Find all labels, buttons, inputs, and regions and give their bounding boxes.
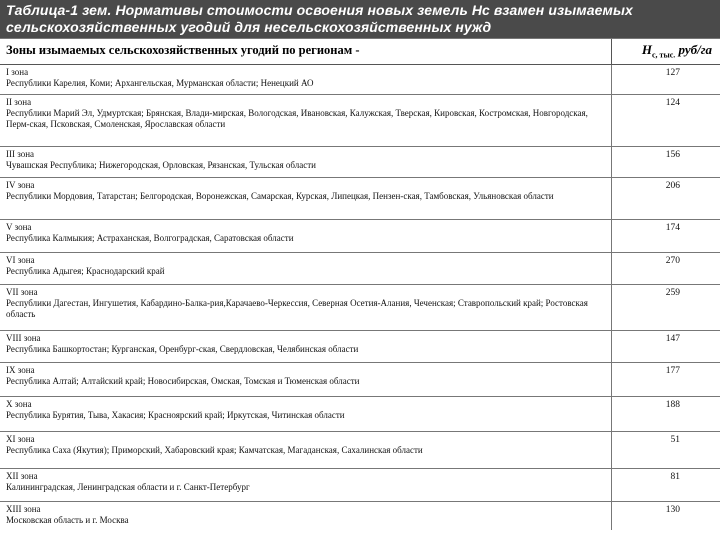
table-row [0,147,720,178]
zone-name: IV зона [6,180,35,190]
value-cell: 156 [665,150,680,160]
value-cell: 130 [665,505,680,515]
zone-regions: Республики Дагестан, Ингушетия, Кабардино-Балка-рия,Карачаево-Черкессия, Северная Осетия-Алания, Чеченская; Ставропольский край; Ростовская область [6,298,588,319]
zone-cell [0,397,612,431]
value-cell: 51 [670,435,680,445]
zone-regions: Чувашская Республика; Нижегородская, Орловская, Рязанская, Тульская области [6,160,316,170]
table-row [0,469,720,502]
value-cell: 270 [665,256,680,266]
zone-cell [0,178,612,219]
zone-regions: Калининградская, Ленинградская области и г. Санкт-Петербург [6,482,250,492]
page-title: Таблица-1 зем. Нормативы стоимости освоения новых земель Нс взамен изымаемых сельскохозяйственных угодий для несельскохозяйственных нужд [0,0,720,38]
zone-name: XII зона [6,471,38,481]
zone-cell [0,331,612,362]
value-cell: 177 [665,366,680,376]
table-row [0,502,720,530]
zone-name: I зона [6,67,29,77]
zone-regions: Республика Калмыкия; Астраханская, Волгоградская, Саратовская области [6,233,294,243]
table-row [0,253,720,285]
table-row [0,432,720,469]
header-value [612,39,720,64]
header-value-subscript: с, тыс. [651,50,676,60]
zone-cell [0,65,612,94]
zone-regions: Республика Бурятия, Тыва, Хакасия; Красноярский край; Иркутская, Читинская области [6,410,345,420]
table-row [0,95,720,147]
zone-regions: Республики Мордовия, Татарстан; Белгородская, Воронежская, Самарская, Курская, Липецкая, Пензен-ская, Тамбовская, Ульяновская области [6,191,554,201]
zone-name: V зона [6,222,32,232]
table-row [0,178,720,220]
table-row [0,285,720,331]
header-value-symbol: Н [641,42,652,57]
zone-cell [0,220,612,252]
zone-regions: Республика Алтай; Алтайский край; Новосибирская, Омская, Томская и Тюменская области [6,376,360,386]
value-cell: 147 [665,334,680,344]
zone-name: VII зона [6,287,38,297]
zone-cell [0,95,612,146]
table-header [0,39,720,65]
table-row [0,363,720,397]
zone-cell [0,253,612,284]
zone-cell [0,469,612,501]
standards-table [0,38,720,530]
header-value-unit: руб/га [675,42,712,57]
zone-name: VIII зона [6,333,41,343]
zone-name: VI зона [6,255,35,265]
zone-name: III зона [6,149,35,159]
zone-regions: Республика Башкортостан; Курганская, Оренбург-ская, Свердловская, Челябинская области [6,344,359,354]
table-row [0,397,720,432]
zone-cell [0,502,612,530]
zone-regions: Республика Адыгея; Краснодарский край [6,266,165,276]
table-row [0,331,720,363]
zone-regions: Республики Марий Эл, Удмуртская; Брянская, Влади-мирская, Вологодская, Ивановская, Калужская, Тверская, Кировская, Костромская, Новгородская, Перм-ская, Псковская, Смоленская, Ярославская области [6,108,588,129]
value-cell: 81 [670,472,680,482]
zone-cell [0,363,612,396]
value-cell: 174 [665,223,680,233]
zone-cell [0,147,612,177]
zone-regions: Республика Саха (Якутия); Приморский, Хабаровский края; Камчатская, Магаданская, Сахалинская области [6,445,423,455]
zone-name: XIII зона [6,504,41,514]
table-row [0,220,720,253]
value-cell: 206 [665,181,680,191]
zone-name: X зона [6,399,32,409]
zone-regions: Московская область и г. Москва [6,515,129,525]
table-row [0,65,720,95]
zone-cell [0,285,612,330]
header-zones: Зоны изымаемых сельскохозяйственных угодий по регионам - [0,39,612,64]
zone-cell [0,432,612,468]
value-cell: 259 [665,288,680,298]
value-cell: 188 [665,400,680,410]
zone-name: IX зона [6,365,35,375]
zone-name: II зона [6,97,32,107]
zone-regions: Республики Карелия, Коми; Архангельская, Мурманская области; Ненецкий АО [6,78,314,88]
value-cell: 124 [665,98,680,108]
zone-name: XI зона [6,434,35,444]
value-cell: 127 [665,68,680,78]
